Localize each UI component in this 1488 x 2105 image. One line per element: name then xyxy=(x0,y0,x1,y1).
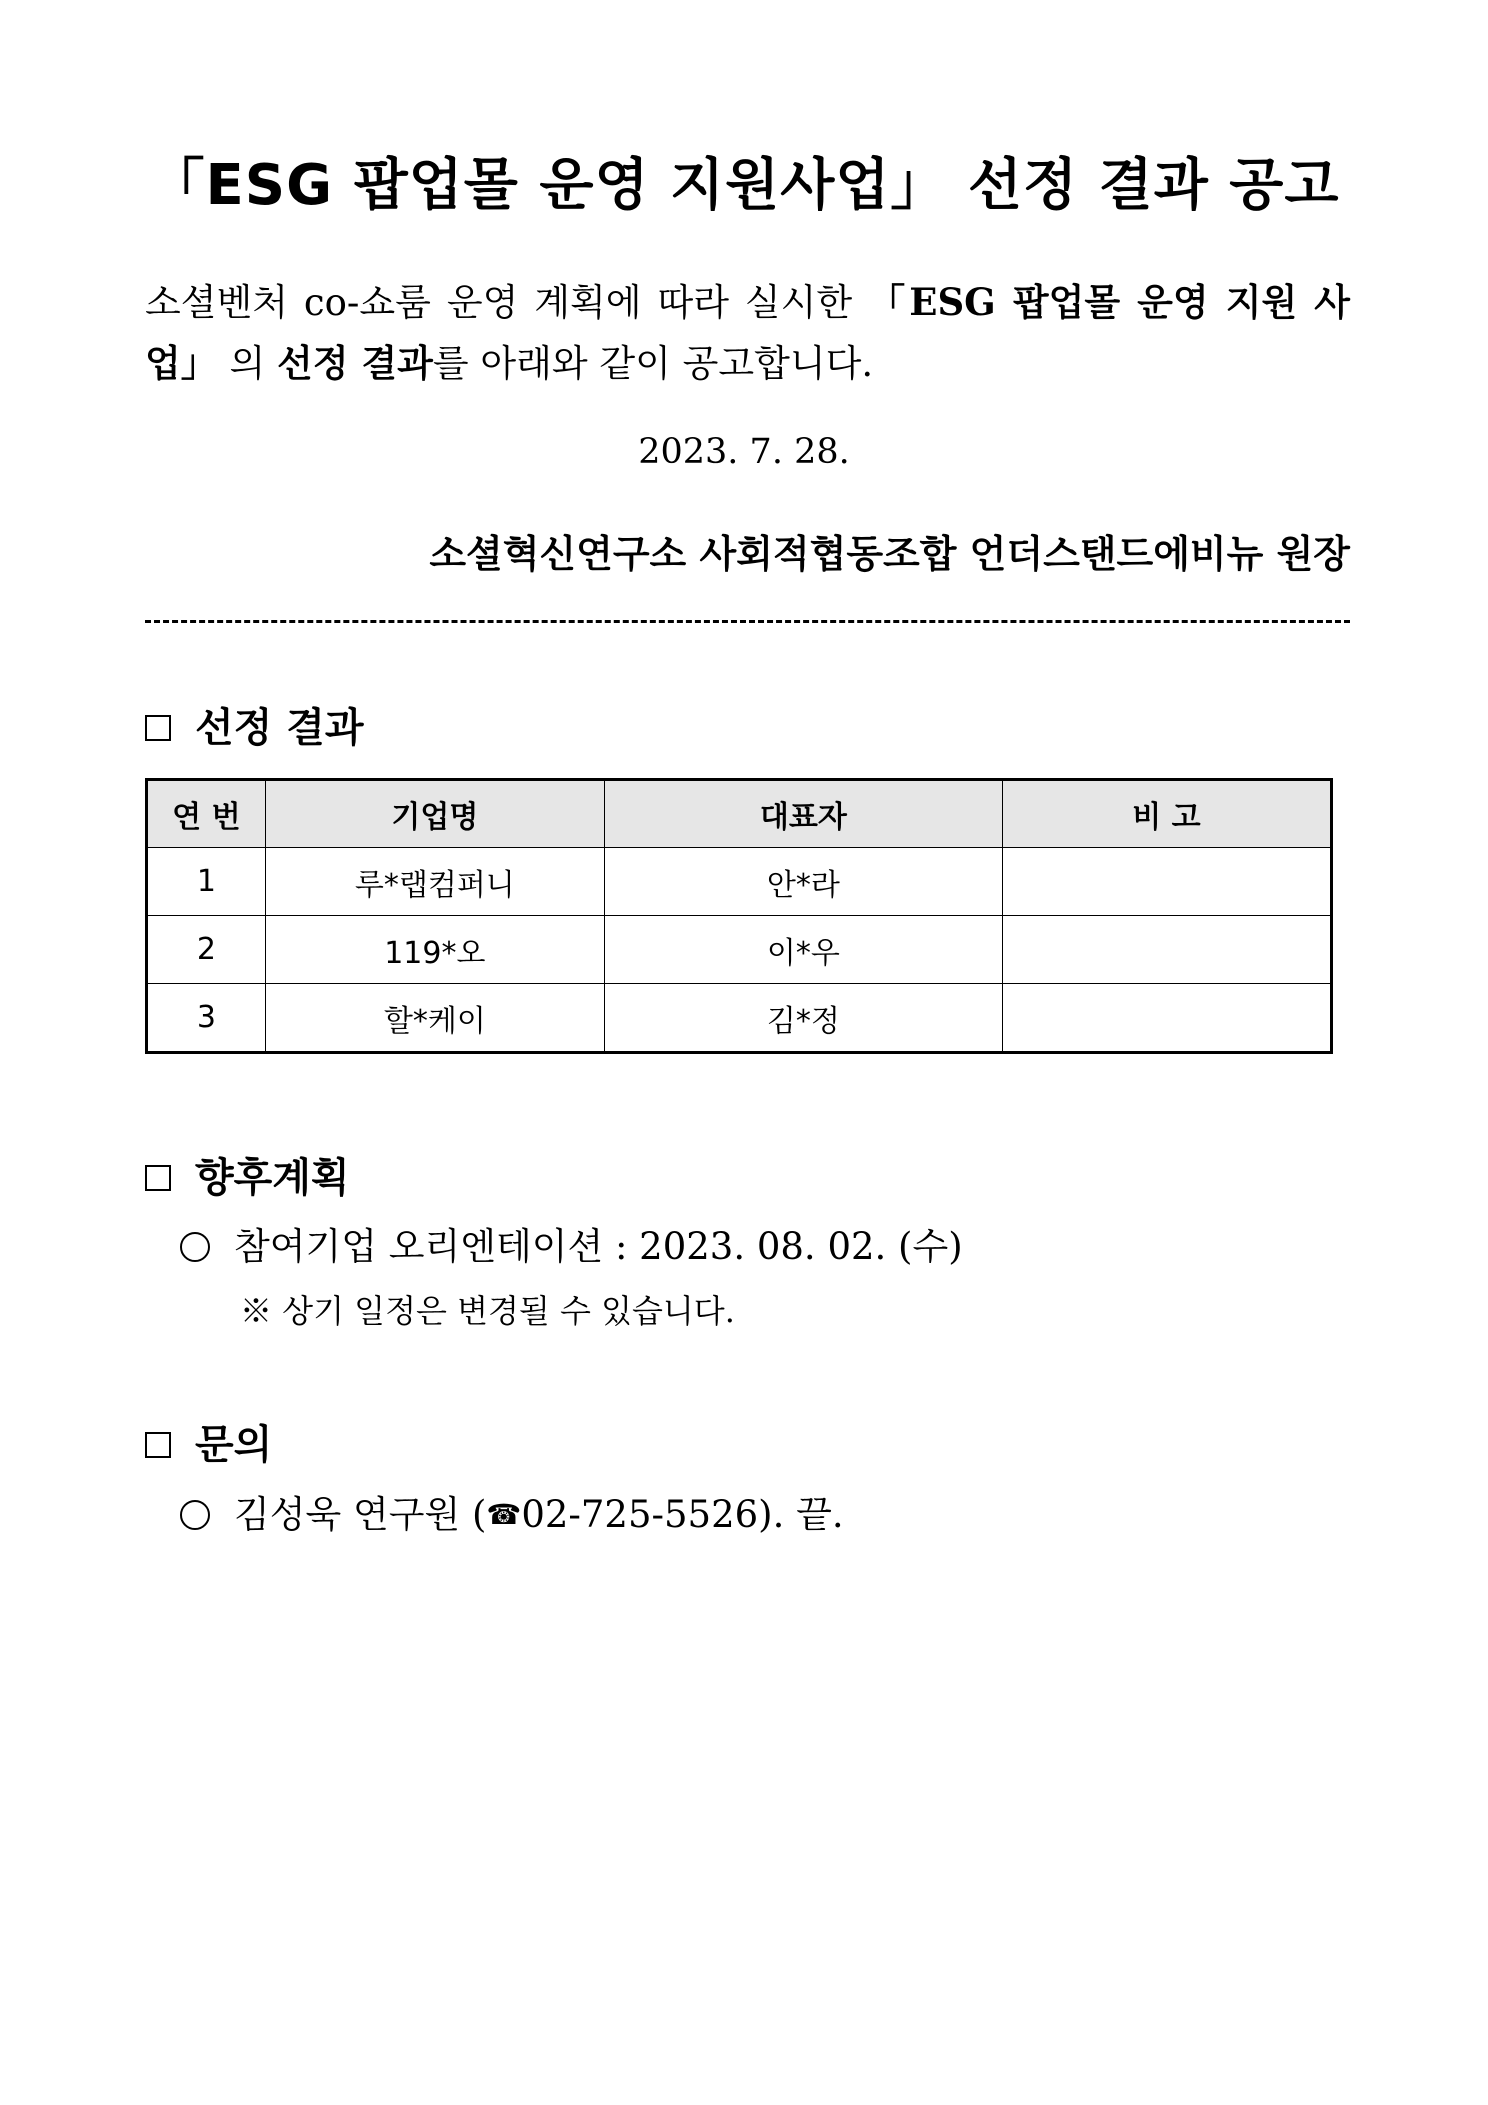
header-company: 기업명 xyxy=(265,780,604,848)
empty-circle-icon xyxy=(180,1232,210,1262)
empty-square-icon xyxy=(145,1165,171,1191)
empty-square-icon xyxy=(145,1432,171,1458)
contact-text-prefix: 김성욱 연구원 ( xyxy=(234,1493,487,1536)
section-results-heading xyxy=(145,705,364,751)
plan-orientation-text: 참여기업 오리엔테이션 : 2023. 08. 02. (수) xyxy=(234,1225,963,1268)
header-remarks: 비 고 xyxy=(1002,780,1331,848)
table-row xyxy=(147,848,1332,916)
cell-number: 3 xyxy=(147,984,266,1053)
section-contact-title: 문의 xyxy=(195,1422,273,1468)
section-plan-heading xyxy=(145,1155,350,1201)
schedule-change-note: ※ 상기 일정은 변경될 수 있습니다. xyxy=(240,1292,735,1330)
intro-text-1: 소셜벤처 co-쇼룸 운영 계획에 따라 실시한 xyxy=(145,281,869,324)
section-plan-title: 향후계획 xyxy=(195,1155,350,1201)
section-contact-heading xyxy=(145,1422,273,1468)
empty-square-icon xyxy=(145,715,171,741)
table-row xyxy=(147,984,1332,1053)
intro-paragraph xyxy=(145,272,1350,394)
header-representative: 대표자 xyxy=(604,780,1002,848)
cell-remarks xyxy=(1002,984,1331,1053)
cell-representative: 안*라 xyxy=(604,848,1002,916)
cell-company: 119*오 xyxy=(265,916,604,984)
plan-orientation-item xyxy=(180,1225,963,1268)
table-row xyxy=(147,916,1332,984)
telephone-icon: ☎ xyxy=(486,1497,522,1531)
page-title: 「ESG 팝업몰 운영 지원사업」 선정 결과 공고 xyxy=(148,153,1340,218)
table-header-row xyxy=(147,780,1332,848)
intro-result-label: 선정 결과 xyxy=(277,341,433,385)
intro-text-2: 의 xyxy=(217,342,278,385)
cell-representative: 이*우 xyxy=(604,916,1002,984)
announcement-date: 2023. 7. 28. xyxy=(638,432,850,472)
contact-item xyxy=(180,1493,844,1536)
section-results-title: 선정 결과 xyxy=(195,705,364,751)
cell-representative: 김*정 xyxy=(604,984,1002,1053)
cell-company: 루*랩컴퍼니 xyxy=(265,848,604,916)
header-number: 연 번 xyxy=(147,780,266,848)
cell-company: 할*케이 xyxy=(265,984,604,1053)
cell-remarks xyxy=(1002,848,1331,916)
contact-text-suffix: 02-725-5526). 끝. xyxy=(521,1493,844,1536)
empty-circle-icon xyxy=(180,1500,210,1530)
dashed-divider xyxy=(145,620,1350,623)
selection-results-table xyxy=(145,778,1333,1054)
cell-number: 1 xyxy=(147,848,266,916)
cell-number: 2 xyxy=(147,916,266,984)
intro-text-3: 를 아래와 같이 공고합니다. xyxy=(432,342,874,385)
issuing-organization: 소셜혁신연구소 사회적협동조합 언더스탠드에비뉴 원장 xyxy=(429,532,1350,576)
intro-program-name: 「ESG 팝업몰 운영 지원 사업」 xyxy=(145,280,1350,385)
cell-remarks xyxy=(1002,916,1331,984)
